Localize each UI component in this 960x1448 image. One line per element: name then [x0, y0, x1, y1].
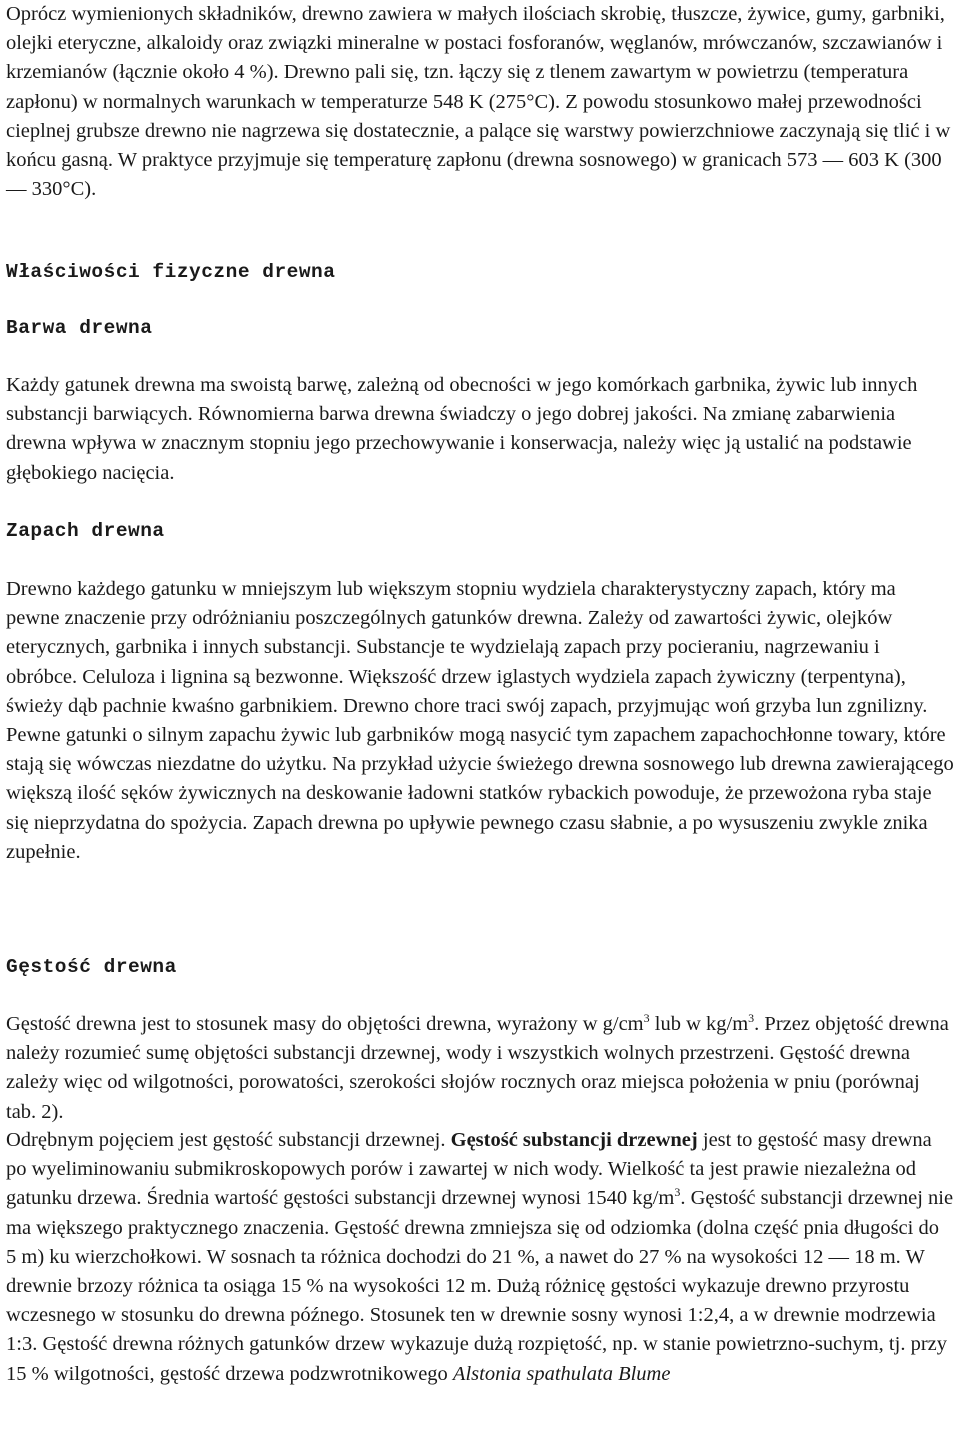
superscript-3: 3 — [748, 1011, 755, 1025]
gestosc-p2-species-name: Alstonia spathulata Blume — [452, 1362, 671, 1385]
gestosc-paragraph-1 — [6, 1010, 954, 1127]
intro-paragraph: Oprócz wymienionych składników, drewno zawiera w małych ilościach skrobię, tłuszcze, żywice, gumy, garbniki, olejki eteryczne, alkaloidy oraz związki mineralne w postaci fosforanów, węglanów, mrówczanów, szczawianów i krzemianów (łącznie około 4 %). Drewno pali się, tzn. łączy się z tlenem zawartym w powietrzu (temperatura zapłonu) w normalnych warunkach w temperaturze 548 K (275°C). Z powodu stosunkowo małej przewodności cieplnej grubsze drewno nie nagrzewa się dostatecznie, a palące się warstwy powierzchniowe zaczynają się tlić i w końcu gasną. W praktyce przyjmuje się temperaturę zapłonu (drewna sosnowego) w granicach 573 — 603 K (300 — 330°C). — [6, 3, 951, 201]
gestosc-p2-bold-term: Gęstość substancji drzewnej — [450, 1129, 698, 1151]
gestosc-p1-text-c: . Przez objętość drewna należy rozumieć sumę objętości substancji drzewnej, wody i wszystkich wolnych przestrzeni. Gęstość drewna zależy więc od wilgotności, porowatości, szerokości słojów rocznych oraz miejsca położenia w pniu (porównaj tab. 2). — [6, 1013, 949, 1123]
gestosc-heading: Gęstość drewna — [6, 956, 177, 978]
gestosc-p1-text-a: Gęstość drewna jest to stosunek masy do objętości drewna, wyrażony w g/cm — [6, 1013, 644, 1035]
gestosc-p2-text-c: . Gęstość substancji drzewnej nie ma większego praktycznego znaczenia. Gęstość drewna zmniejsza się od odziomka (dolna część pnia długości do 5 m) ku wierzchołkowi. W sosnach ta różnica dochodzi do 21 %, a nawet do 27 % na wysokości 12 — 18 m. W drewnie brzozy różnica ta osiąga 15 % na wysokości 12 m. Dużą różnicę gęstości wykazuje drewno przyrostu wczesnego w stosunku do drewna późnego. Stosunek ten w drewnie sosny wynosi 1:2,4, a w drewnie modrzewia 1:3. Gęstość drewna różnych gatunków drzew wykazuje dużą rozpiętość, np. w stanie powietrzno-suchym, tj. przy 15 % wilgotności, gęstość drzewa podzwrotnikowego — [6, 1187, 954, 1385]
zapach-heading: Zapach drewna — [6, 520, 165, 542]
gestosc-p2-text-b: jest to gęstość masy drewna po wyeliminowaniu submikroskopowych porów i zawartej w nich wody. Wielkość ta jest prawie niezależna od gatunku drzewa. Średnia wartość gęstości substancji drzewnej wynosi 1540 kg/m — [6, 1129, 932, 1210]
gestosc-p1-text-b: lub w kg/m — [649, 1013, 749, 1035]
section-title: Właściwości fizyczne drewna — [6, 261, 336, 283]
zapach-paragraph: Drewno każdego gatunku w mniejszym lub większym stopniu wydziela charakterystyczny zapach, który ma pewne znaczenie przy odróżnianiu poszczególnych gatunków drewna. Zależy od zawartości żywic, olejków eterycznych, garbnika i innych substancji. Substancje te wydzielają zapach przy pocieraniu, nagrzewaniu i obróbce. Celuloza i lignina są bezwonne. Większość drzew iglastych wydziela zapach żywiczny (terpentyna), świeży dąb pachnie kwaśno garbnikiem. Drewno chore traci swój zapach, przyjmując woń grzyba lun zgnilizny. Pewne gatunki o silnym zapachu żywic lub garbników mogą nasycić tym zapachem zapachochłonne towary, które stają się wówczas niezdatne do użytku. Na przykład użycie świeżego drewna sosnowego lub drewna zawierającego większą ilość sęków żywicznych na deskowanie ładowni statków rybackich powoduje, że przewożona ryba staje się nieprzydatna do spożycia. Zapach drewna po upływie pewnego czasu słabnie, a po wysuszeniu zwykle znika zupełnie. — [6, 578, 954, 863]
gestosc-p2-text-a: Odrębnym pojęciem jest gęstość substancji drzewnej. — [6, 1129, 451, 1151]
superscript-3: 3 — [674, 1185, 681, 1200]
barwa-heading: Barwa drewna — [6, 317, 153, 339]
gestosc-paragraph-2 — [6, 1126, 954, 1389]
superscript-3: 3 — [643, 1011, 650, 1025]
barwa-paragraph: Każdy gatunek drewna ma swoistą barwę, zależną od obecności w jego komórkach garbnika, żywic lub innych substancji barwiących. Równomierna barwa drewna świadczy o jego dobrej jakości. Na zmianę zabarwienia drewna wpływa w znacznym stopniu jego przechowywanie i konserwacja, należy więc ją ustalić na podstawie głębokiego nacięcia. — [6, 374, 918, 484]
